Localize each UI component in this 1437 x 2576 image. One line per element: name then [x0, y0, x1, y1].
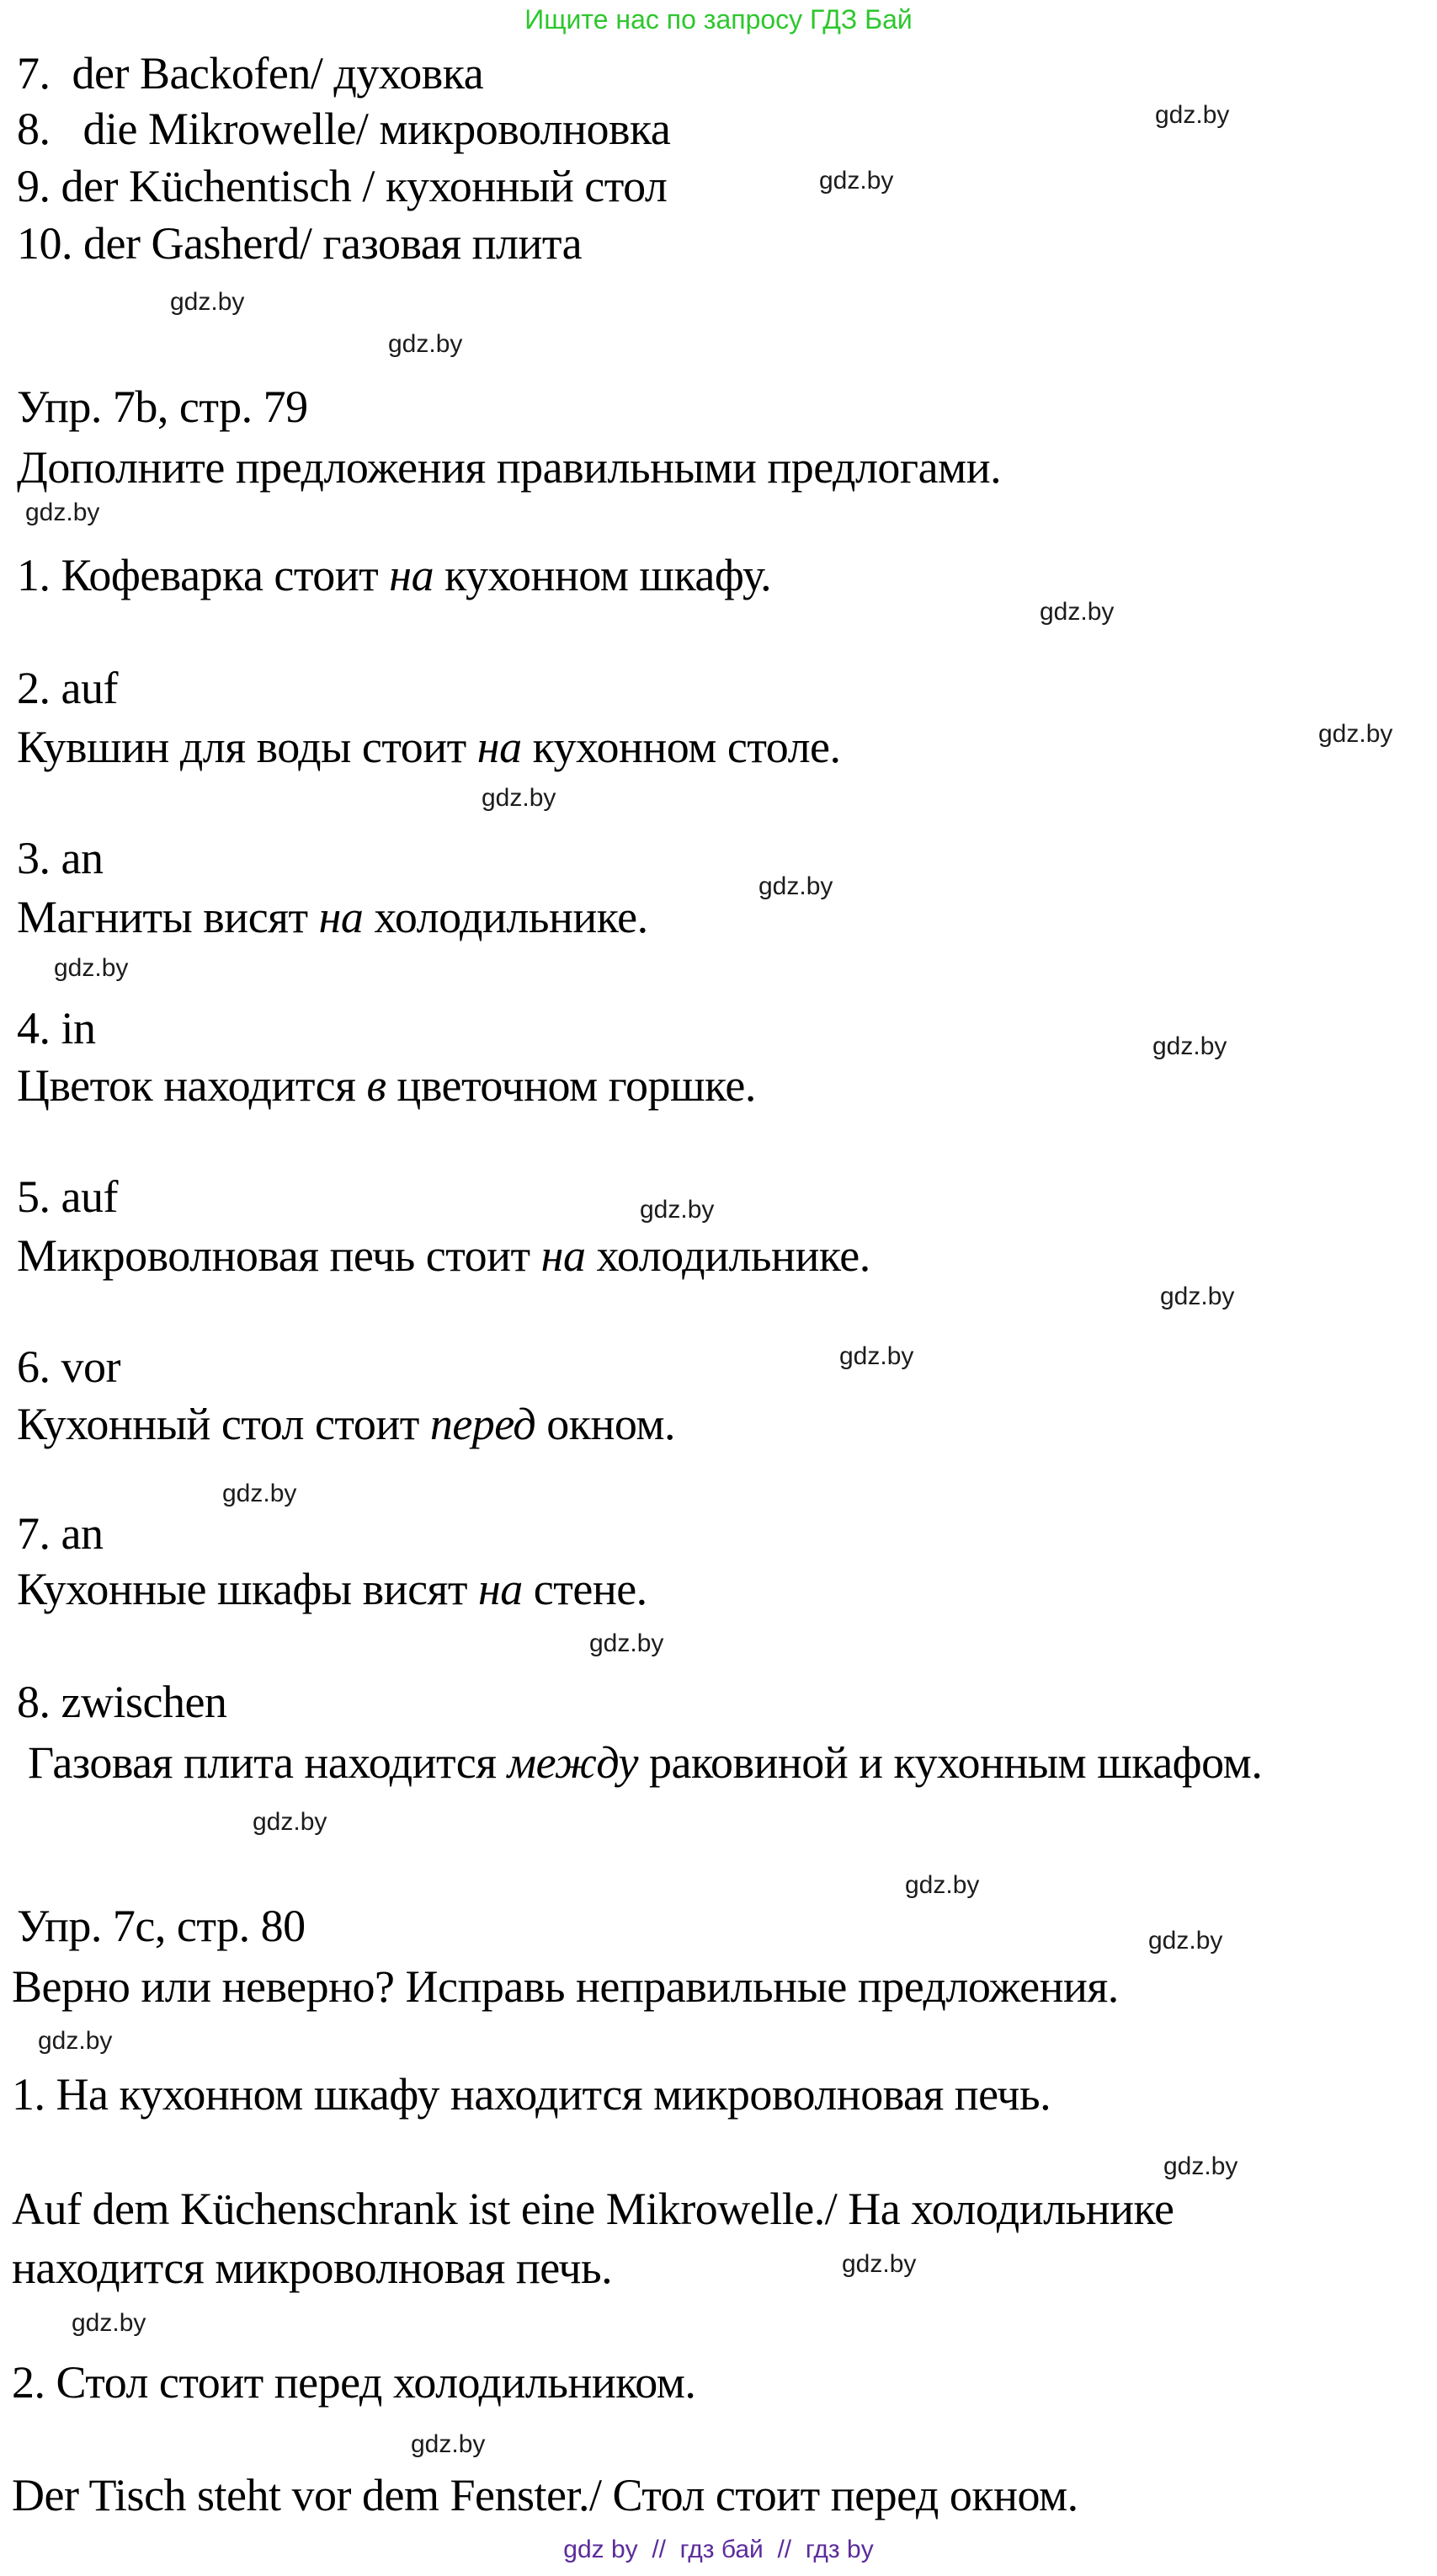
- exercise-7b-preposition-6: 6. vor: [17, 1341, 120, 1392]
- gdz-watermark: gdz.by: [411, 2430, 486, 2458]
- vocab-item-9: 9. der Küchentisch / кухонный стол: [17, 161, 668, 211]
- gdz-watermark: gdz.by: [482, 784, 556, 812]
- gdz-watermark: gdz.by: [819, 167, 894, 195]
- exercise-7b-title: Упр. 7b, стр. 79: [17, 381, 308, 432]
- gdz-watermark: gdz.by: [38, 2027, 113, 2055]
- gdz-watermark: gdz.by: [640, 1196, 715, 1224]
- gdz-watermark: gdz.by: [1318, 720, 1393, 748]
- gdz-watermark: gdz.by: [1152, 1032, 1227, 1060]
- exercise-7b-answer-3: Магниты висят на холодильнике.: [17, 892, 648, 942]
- exercise-7b-preposition-2: 2. auf: [17, 663, 118, 713]
- vocab-item-7: 7. der Backofen/ духовка: [17, 48, 484, 99]
- exercise-7b-preposition-7: 7. an: [17, 1508, 104, 1559]
- gdz-watermark: gdz.by: [905, 1871, 980, 1899]
- exercise-7b-answer-4: Цветок находится в цветочном горшке.: [17, 1060, 756, 1111]
- gdz-watermark: gdz.by: [1155, 101, 1230, 129]
- gdz-watermark: gdz.by: [25, 499, 100, 526]
- exercise-7c-answer-1-line-2: находится микроволновая печь.: [12, 2243, 613, 2293]
- exercise-7b-preposition-3: 3. an: [17, 833, 104, 883]
- exercise-7b-answer-8: Газовая плита находится между раковиной и кухонным шкафом.: [17, 1737, 1263, 1788]
- exercise-7c-answer-1-line-1: Auf dem Küchenschrank ist eine Mikrowelle./ На холодильнике: [12, 2184, 1174, 2234]
- gdz-watermark: gdz.by: [1148, 1927, 1223, 1955]
- gdz-watermark: gdz.by: [1163, 2152, 1238, 2180]
- gdz-watermark: gdz.by: [253, 1808, 327, 1836]
- exercise-7b-answer-5: Микроволновая печь стоит на холодильнике.: [17, 1230, 870, 1281]
- exercise-7b-preposition-5: 5. auf: [17, 1171, 118, 1222]
- exercise-7b-task: Дополните предложения правильными предлогами.: [17, 442, 1002, 493]
- gdz-watermark: gdz.by: [388, 330, 463, 358]
- exercise-7c-task: Верно или неверно? Исправь неправильные предложения.: [12, 1961, 1119, 2012]
- promo-banner: Ищите нас по запросу ГДЗ Бай: [524, 4, 913, 35]
- exercise-7b-answer-2: Кувшин для воды стоит на кухонном столе.: [17, 722, 841, 772]
- exercise-7c-answer-2-line-1: Der Tisch steht vor dem Fenster./ Стол стоит перед окном.: [12, 2470, 1078, 2520]
- gdz-watermark: gdz.by: [589, 1629, 664, 1657]
- gdz-watermark: gdz.by: [839, 1342, 914, 1370]
- vocab-item-10: 10. der Gasherd/ газовая плита: [17, 218, 583, 269]
- gdz-watermark: gdz.by: [72, 2309, 146, 2337]
- exercise-7b-answer-7: Кухонные шкафы висят на стене.: [17, 1564, 647, 1614]
- gdz-watermark: gdz.by: [54, 954, 129, 982]
- gdz-watermark: gdz.by: [758, 872, 833, 900]
- gdz-watermark: gdz.by: [222, 1480, 297, 1507]
- exercise-7c-title: Упр. 7c, стр. 80: [17, 1901, 306, 1951]
- footer-banner: gdz by // гдз бай // гдз by: [563, 2536, 874, 2563]
- exercise-7b-preposition-8: 8. zwischen: [17, 1677, 227, 1727]
- gdz-watermark: gdz.by: [842, 2250, 917, 2278]
- gdz-watermark: gdz.by: [1160, 1283, 1235, 1310]
- gdz-watermark: gdz.by: [170, 288, 245, 316]
- exercise-7b-answer-6: Кухонный стол стоит перед окном.: [17, 1399, 676, 1449]
- gdz-watermark: gdz.by: [1040, 598, 1115, 626]
- exercise-7c-question-1: 1. На кухонном шкафу находится микроволновая печь.: [12, 2069, 1051, 2120]
- exercise-7c-question-2: 2. Стол стоит перед холодильником.: [12, 2357, 696, 2408]
- exercise-7b-preposition-4: 4. in: [17, 1003, 96, 1053]
- exercise-7b-answer-1: 1. Кофеварка стоит на кухонном шкафу.: [17, 550, 772, 600]
- vocab-item-8: 8. die Mikrowelle/ микроволновка: [17, 104, 671, 154]
